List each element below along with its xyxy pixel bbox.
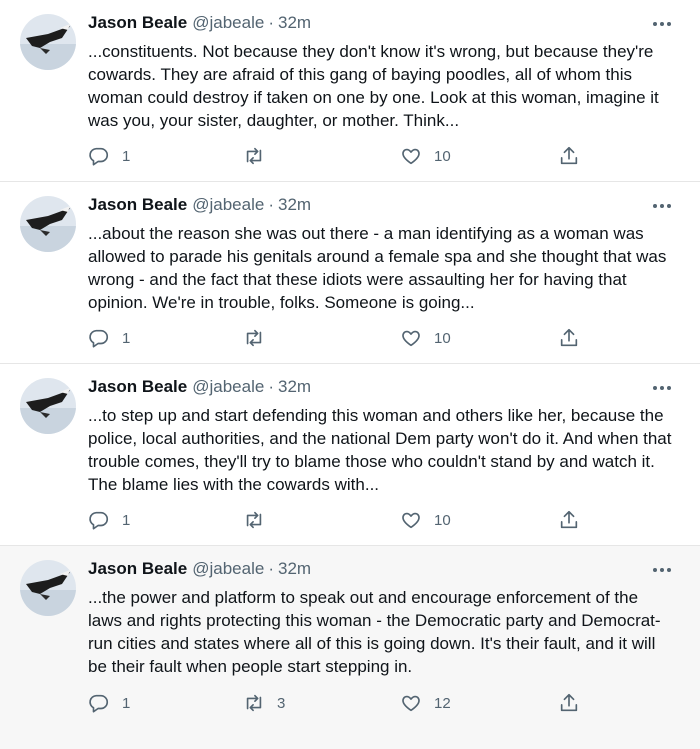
- more-button[interactable]: [650, 196, 674, 216]
- tweet-header: [88, 558, 686, 582]
- avatar[interactable]: [20, 196, 76, 252]
- avatar[interactable]: [20, 378, 76, 434]
- like-icon: [400, 145, 422, 167]
- like-count: 10: [434, 511, 451, 529]
- timestamp[interactable]: 32m: [278, 377, 312, 396]
- more-icon: [650, 378, 674, 398]
- share-icon: [558, 145, 580, 167]
- reply-icon: [88, 145, 110, 167]
- more-icon: [650, 196, 674, 216]
- like-count: 10: [434, 329, 451, 347]
- reply-icon: [88, 509, 110, 531]
- separator: ·: [268, 377, 274, 396]
- separator: ·: [268, 559, 274, 578]
- like-icon: [400, 692, 422, 714]
- separator: ·: [268, 195, 274, 214]
- tweet-highlighted[interactable]: [0, 546, 700, 749]
- author-handle[interactable]: @jabeale: [192, 559, 265, 578]
- reply-button[interactable]: [88, 509, 130, 531]
- reply-count: 1: [122, 147, 131, 165]
- tweet[interactable]: [0, 0, 700, 182]
- share-icon: [558, 327, 580, 349]
- tweet-text: ...the power and platform to speak out and encourage enforcement of the laws and rights protecting this woman - the Democratic party and Democrat-run cities and states where all of this is going down. It's their fault, and it will be their fault when people start stepping in.: [88, 588, 661, 676]
- tweet-header: [88, 194, 686, 218]
- tweet[interactable]: [0, 364, 700, 546]
- more-button[interactable]: [650, 14, 674, 34]
- tweet-text: ...about the reason she was out there - a man identifying as a woman was allowed to parade his genitals around a female spa and she thought that was wrong - and the fact that these idiots were assaulting her for having that opinion. We're in trouble, folks. Someone is going...: [88, 224, 667, 312]
- share-button[interactable]: [558, 509, 580, 531]
- more-button[interactable]: [650, 378, 674, 398]
- avatar[interactable]: [20, 560, 76, 616]
- author-name[interactable]: Jason Beale: [88, 13, 188, 32]
- retweet-button[interactable]: [243, 692, 285, 714]
- timestamp[interactable]: 32m: [278, 559, 312, 578]
- author-name[interactable]: Jason Beale: [88, 195, 188, 214]
- reply-count: 1: [122, 329, 131, 347]
- like-count: 12: [434, 694, 451, 712]
- reply-icon: [88, 327, 110, 349]
- share-button[interactable]: [558, 327, 580, 349]
- tweet-actions: [88, 506, 686, 534]
- author-handle[interactable]: @jabeale: [192, 195, 265, 214]
- tweet-text: ...constituents. Not because they don't know it's wrong, but because they're cowards. They are afraid of this gang of baying poodles, all of whom this woman could destroy if taken on one by one. Look at this woman, imagine it was you, your sister, daughter, or mother. Think...: [88, 42, 659, 130]
- author-handle[interactable]: @jabeale: [192, 13, 265, 32]
- like-icon: [400, 509, 422, 531]
- retweet-icon: [243, 692, 265, 714]
- timestamp[interactable]: 32m: [278, 13, 312, 32]
- retweet-icon: [243, 327, 265, 349]
- tweet-text: ...to step up and start defending this woman and others like her, because the police, local authorities, and the national Dem party won't do it. And when that trouble comes, they'll try to blame those who couldn't stand by and watch it. The blame lies with the cowards with...: [88, 406, 672, 494]
- retweet-icon: [243, 509, 265, 531]
- tweet-header: [88, 376, 686, 400]
- share-icon: [558, 692, 580, 714]
- tweet-actions: [88, 324, 686, 352]
- share-button[interactable]: [558, 692, 580, 714]
- more-icon: [650, 560, 674, 580]
- reply-count: 1: [122, 694, 131, 712]
- like-button[interactable]: [400, 509, 451, 531]
- tweet-actions: [88, 142, 686, 170]
- reply-count: 1: [122, 511, 131, 529]
- more-button[interactable]: [650, 560, 674, 580]
- timestamp[interactable]: 32m: [278, 195, 312, 214]
- reply-button[interactable]: [88, 327, 130, 349]
- share-button[interactable]: [558, 145, 580, 167]
- more-icon: [650, 14, 674, 34]
- retweet-button[interactable]: [243, 145, 277, 167]
- share-icon: [558, 509, 580, 531]
- separator: ·: [268, 13, 274, 32]
- like-button[interactable]: [400, 692, 451, 714]
- like-icon: [400, 327, 422, 349]
- tweet-header: [88, 12, 686, 36]
- reply-button[interactable]: [88, 145, 130, 167]
- author-name[interactable]: Jason Beale: [88, 559, 188, 578]
- like-button[interactable]: [400, 145, 451, 167]
- retweet-icon: [243, 145, 265, 167]
- tweet-actions: [88, 689, 686, 717]
- retweet-count: 3: [277, 694, 286, 712]
- reply-button[interactable]: [88, 692, 130, 714]
- author-handle[interactable]: @jabeale: [192, 377, 265, 396]
- retweet-button[interactable]: [243, 327, 277, 349]
- tweet[interactable]: [0, 182, 700, 364]
- like-count: 10: [434, 147, 451, 165]
- avatar[interactable]: [20, 14, 76, 70]
- like-button[interactable]: [400, 327, 451, 349]
- author-name[interactable]: Jason Beale: [88, 377, 188, 396]
- reply-icon: [88, 692, 110, 714]
- retweet-button[interactable]: [243, 509, 277, 531]
